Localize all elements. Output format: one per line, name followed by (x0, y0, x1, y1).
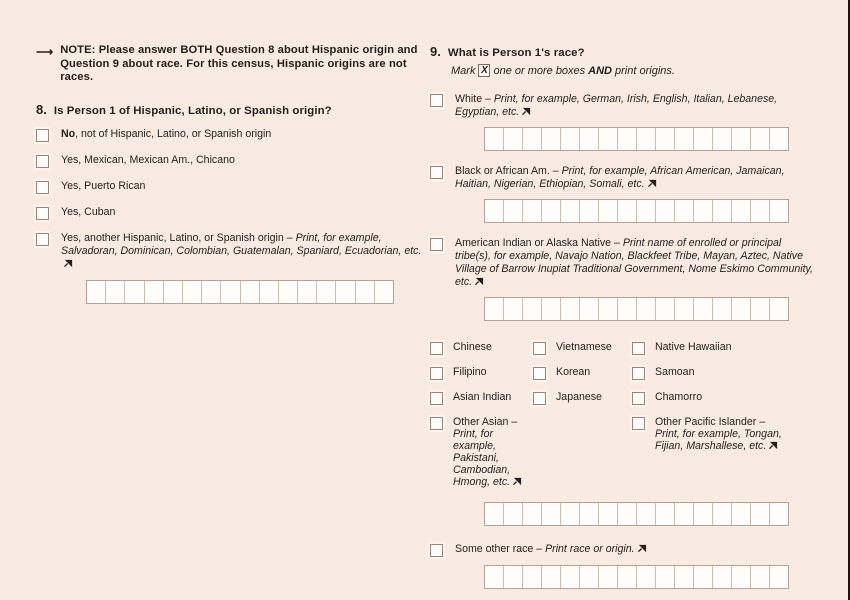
writein-cell[interactable] (523, 200, 542, 222)
writein-cell[interactable] (618, 566, 637, 588)
grid-column-1 (430, 341, 533, 488)
writein-cell[interactable] (694, 200, 713, 222)
writein-cell[interactable] (656, 200, 675, 222)
question-8-number: 8. (36, 101, 47, 117)
writein-cell[interactable] (523, 566, 542, 588)
writein-cell[interactable] (145, 281, 164, 303)
writein-cell[interactable] (618, 298, 637, 320)
writein-cell[interactable] (637, 200, 656, 222)
writein-cell[interactable] (732, 128, 751, 150)
option-text: American Indian or Alaska Native – (455, 237, 623, 249)
option-black-african-american[interactable] (430, 165, 820, 191)
writein-cell[interactable] (485, 566, 504, 588)
writein-cell[interactable] (542, 298, 561, 320)
writein-cell[interactable] (770, 566, 788, 588)
checkbox-chamorro[interactable] (632, 392, 645, 405)
mark-x-box-icon: X (478, 64, 490, 77)
option-label (61, 128, 271, 141)
option-lead-bold: No (61, 127, 76, 140)
writein-cell[interactable] (504, 503, 523, 525)
option-label: Asian Indian (453, 391, 512, 403)
checkbox-yes-cuban[interactable] (36, 207, 49, 220)
option-label: Filipino (453, 366, 487, 378)
checkbox-other-pacific-islander[interactable] (632, 417, 645, 430)
writein-cell[interactable] (694, 566, 713, 588)
writein-cell[interactable] (637, 566, 656, 588)
option-label (61, 232, 428, 271)
option-italic-text: Print, for example, Salvadoran, Dominican, Colombian, Guatemalan, Spaniard, Ecuadorian, etc. (61, 231, 422, 257)
writein-cell[interactable] (580, 298, 599, 320)
writein-cell[interactable] (675, 200, 694, 222)
option-samoan[interactable] (632, 366, 802, 380)
option-text: Some other race – (455, 543, 546, 555)
option-text: Yes, another Hispanic, Latino, or Spanish origin – (61, 231, 296, 244)
checkbox-japanese[interactable] (533, 392, 546, 405)
writein-cell[interactable] (241, 281, 260, 303)
writein-cell[interactable] (87, 281, 106, 303)
option-label: Chamorro (655, 391, 703, 403)
option-label (655, 416, 802, 452)
writein-cell[interactable] (732, 503, 751, 525)
option-label (455, 543, 647, 556)
option-some-other-race[interactable] (430, 543, 820, 557)
option-label: Chinese (453, 341, 492, 353)
pencil-icon (513, 477, 522, 486)
writein-cell[interactable] (656, 298, 675, 320)
checkbox-korean[interactable] (533, 367, 546, 380)
option-yes-cuban[interactable] (36, 206, 428, 220)
writein-box-asian-pacific[interactable] (484, 502, 789, 526)
instruction-prefix: Mark (451, 64, 476, 77)
option-label: Korean (556, 366, 591, 378)
checkbox-yes-another-origin[interactable] (36, 233, 49, 246)
right-arrow-icon: ⟶ (36, 45, 54, 59)
writein-cell[interactable] (599, 128, 618, 150)
checkbox-yes-puerto-rican[interactable] (36, 181, 49, 194)
writein-cell[interactable] (637, 128, 656, 150)
writein-cell[interactable] (279, 281, 298, 303)
writein-cell[interactable] (183, 281, 202, 303)
question-8-options (36, 128, 428, 271)
writein-cell[interactable] (504, 128, 523, 150)
option-label (455, 237, 820, 289)
option-italic-text: Print name of enrolled or principal tribe(s), for example, Navajo Nation, Blackfeet Tribe, Mayan, Aztec, Native Village of Barrow Inupiat Traditional Government, Nome Eskimo Community, etc. (455, 237, 813, 288)
checkbox-chinese[interactable] (430, 342, 443, 355)
option-vietnamese[interactable] (533, 341, 632, 355)
writein-cell[interactable] (164, 281, 183, 303)
writein-cell[interactable] (732, 298, 751, 320)
writein-cell[interactable] (656, 503, 675, 525)
writein-box-hispanic-origin[interactable] (86, 280, 394, 304)
writein-cell[interactable] (732, 566, 751, 588)
writein-cell[interactable] (485, 503, 504, 525)
writein-cell[interactable] (561, 298, 580, 320)
writein-cell[interactable] (599, 566, 618, 588)
option-native-hawaiian[interactable] (632, 341, 802, 355)
option-japanese[interactable] (533, 391, 632, 405)
option-label (455, 93, 820, 119)
option-american-indian-alaska-native[interactable] (430, 237, 820, 289)
writein-cell[interactable] (561, 503, 580, 525)
option-italic-text: Print, for example, Pakistani, Cambodian, Hmong, etc. (453, 428, 511, 488)
writein-cell[interactable] (580, 128, 599, 150)
writein-cell[interactable] (675, 566, 694, 588)
writein-cell[interactable] (675, 298, 694, 320)
writein-cell[interactable] (561, 128, 580, 150)
checkbox-some-other-race[interactable] (430, 544, 443, 557)
grid-column-3 (632, 341, 802, 488)
race-item-some-other-race (430, 543, 820, 589)
writein-cell[interactable] (485, 200, 504, 222)
note-text: NOTE: Please answer BOTH Question 8 about Hispanic origin and Question 9 about race. For this census, Hispanic origins are not races. (60, 44, 418, 84)
option-white[interactable] (430, 93, 820, 119)
option-italic-text: Print race or origin. (545, 543, 635, 555)
writein-cell[interactable] (675, 128, 694, 150)
writein-cell[interactable] (580, 200, 599, 222)
option-label: Yes, Mexican, Mexican Am., Chicano (61, 153, 235, 166)
writein-cell[interactable] (713, 298, 732, 320)
writein-cell[interactable] (298, 281, 317, 303)
writein-cell[interactable] (770, 128, 788, 150)
writein-cell[interactable] (504, 566, 523, 588)
option-chinese[interactable] (430, 341, 533, 355)
writein-cell[interactable] (694, 298, 713, 320)
option-label (455, 165, 820, 191)
writein-cell[interactable] (751, 128, 770, 150)
writein-cell[interactable] (504, 200, 523, 222)
option-label: Native Hawaiian (655, 341, 732, 353)
pencil-icon (638, 544, 647, 553)
writein-cell[interactable] (542, 200, 561, 222)
checkbox-native-hawaiian[interactable] (632, 342, 645, 355)
writein-cell[interactable] (732, 200, 751, 222)
writein-cell[interactable] (713, 503, 732, 525)
writein-cell[interactable] (202, 281, 221, 303)
writein-cell[interactable] (713, 128, 732, 150)
option-label: Yes, Puerto Rican (61, 179, 146, 192)
option-filipino[interactable] (430, 366, 533, 380)
question-8-header (36, 102, 428, 117)
right-column (430, 44, 820, 589)
writein-cell[interactable] (580, 503, 599, 525)
option-yes-puerto-rican[interactable] (36, 180, 428, 194)
option-italic-text: Print, for example, African American, Jamaican, Haitian, Nigerian, Ethiopian, Somali, etc. (455, 165, 785, 190)
checkbox-american-indian-alaska-native[interactable] (430, 238, 443, 251)
writein-cell[interactable] (751, 566, 770, 588)
question-8-title: Is Person 1 of Hispanic, Latino, or Spanish origin? (53, 104, 332, 117)
checkbox-samoan[interactable] (632, 367, 645, 380)
option-chamorro[interactable] (632, 391, 802, 405)
writein-cell[interactable] (317, 281, 336, 303)
option-italic-text: Print, for example, German, Irish, English, Italian, Lebanese, Egyptian, etc. (455, 93, 778, 118)
grid-column-2 (533, 341, 632, 488)
writein-cell[interactable] (618, 200, 637, 222)
writein-cell[interactable] (485, 128, 504, 150)
writein-cell[interactable] (713, 200, 732, 222)
instruction-suffix: print origins. (615, 64, 675, 77)
writein-cell[interactable] (694, 128, 713, 150)
option-italic-text: Print, for example, Tongan, Fijian, Marshallese, etc. (655, 428, 782, 452)
writein-cell[interactable] (599, 503, 618, 525)
option-label: Samoan (655, 366, 695, 378)
question-9-number: 9. (430, 44, 441, 59)
checkbox-no-not-hispanic[interactable] (36, 129, 49, 142)
option-label: Japanese (556, 391, 602, 403)
option-text: , not of Hispanic, Latino, or Spanish origin (75, 127, 272, 140)
writein-cell[interactable] (356, 281, 375, 303)
option-asian-indian[interactable] (430, 391, 533, 405)
race-item-black-african-american (430, 165, 820, 223)
writein-cell[interactable] (751, 200, 770, 222)
writein-cell[interactable] (656, 128, 675, 150)
writein-cell[interactable] (770, 298, 788, 320)
option-label (453, 416, 533, 488)
writein-cell[interactable] (106, 281, 125, 303)
option-text: Other Pacific Islander – (655, 416, 766, 428)
instruction-bold-and: AND (588, 64, 613, 77)
checkbox-vietnamese[interactable] (533, 342, 546, 355)
writein-cell[interactable] (336, 281, 355, 303)
instruction-mid: one or more boxes (493, 64, 586, 77)
writein-cell[interactable] (523, 298, 542, 320)
option-yes-mexican[interactable] (36, 154, 428, 168)
option-no-not-hispanic[interactable] (36, 128, 428, 142)
pencil-icon (475, 277, 484, 286)
left-column (36, 44, 428, 304)
writein-cell[interactable] (751, 298, 770, 320)
checkbox-asian-indian[interactable] (430, 392, 443, 405)
writein-cell[interactable] (599, 200, 618, 222)
writein-cell[interactable] (580, 566, 599, 588)
writein-cell[interactable] (523, 128, 542, 150)
asian-pacific-islander-grid (430, 341, 820, 488)
writein-cell[interactable] (770, 503, 788, 525)
writein-cell[interactable] (125, 281, 144, 303)
writein-box-some-other-race[interactable] (484, 565, 789, 589)
writein-cell[interactable] (523, 503, 542, 525)
option-text: Black or African Am. – (455, 165, 562, 177)
writein-cell[interactable] (599, 298, 618, 320)
question-9-instruction (451, 64, 820, 77)
writein-box-black-african-american[interactable] (484, 199, 789, 223)
pencil-icon (522, 107, 531, 116)
question-9-title: What is Person 1's race? (447, 47, 585, 59)
writein-cell[interactable] (542, 503, 561, 525)
writein-cell[interactable] (375, 281, 393, 303)
option-label: Yes, Cuban (61, 205, 116, 218)
writein-box-american-indian-alaska-native[interactable] (484, 297, 789, 321)
option-text: White – (455, 93, 494, 105)
race-item-white (430, 93, 820, 151)
race-item-american-indian-alaska-native (430, 237, 820, 321)
writein-cell[interactable] (618, 503, 637, 525)
checkbox-white[interactable] (430, 94, 443, 107)
writein-cell[interactable] (694, 503, 713, 525)
checkbox-black-african-american[interactable] (430, 166, 443, 179)
pencil-icon (648, 179, 657, 188)
option-label: Vietnamese (556, 341, 612, 353)
writein-box-white[interactable] (484, 127, 789, 151)
writein-cell[interactable] (675, 503, 694, 525)
option-text: Other Asian – (453, 416, 518, 428)
checkbox-yes-mexican[interactable] (36, 155, 49, 168)
checkbox-filipino[interactable] (430, 367, 443, 380)
pencil-icon (769, 441, 778, 450)
writein-cell[interactable] (713, 566, 732, 588)
question-9-header (430, 44, 820, 59)
writein-cell[interactable] (260, 281, 279, 303)
writein-cell[interactable] (618, 128, 637, 150)
writein-cell[interactable] (751, 503, 770, 525)
writein-cell[interactable] (221, 281, 240, 303)
writein-cell[interactable] (542, 566, 561, 588)
option-other-asian[interactable] (430, 416, 533, 488)
writein-cell[interactable] (637, 503, 656, 525)
writein-cell[interactable] (656, 566, 675, 588)
option-yes-another-origin[interactable] (36, 232, 428, 271)
writein-cell[interactable] (485, 298, 504, 320)
writein-cell[interactable] (637, 298, 656, 320)
pencil-icon (64, 259, 73, 268)
writein-cell[interactable] (542, 128, 561, 150)
option-other-pacific-islander[interactable] (632, 416, 802, 452)
note-block (36, 44, 428, 85)
writein-cell[interactable] (770, 200, 788, 222)
writein-cell[interactable] (561, 566, 580, 588)
writein-cell[interactable] (561, 200, 580, 222)
checkbox-other-asian[interactable] (430, 417, 443, 430)
writein-cell[interactable] (504, 298, 523, 320)
option-korean[interactable] (533, 366, 632, 380)
